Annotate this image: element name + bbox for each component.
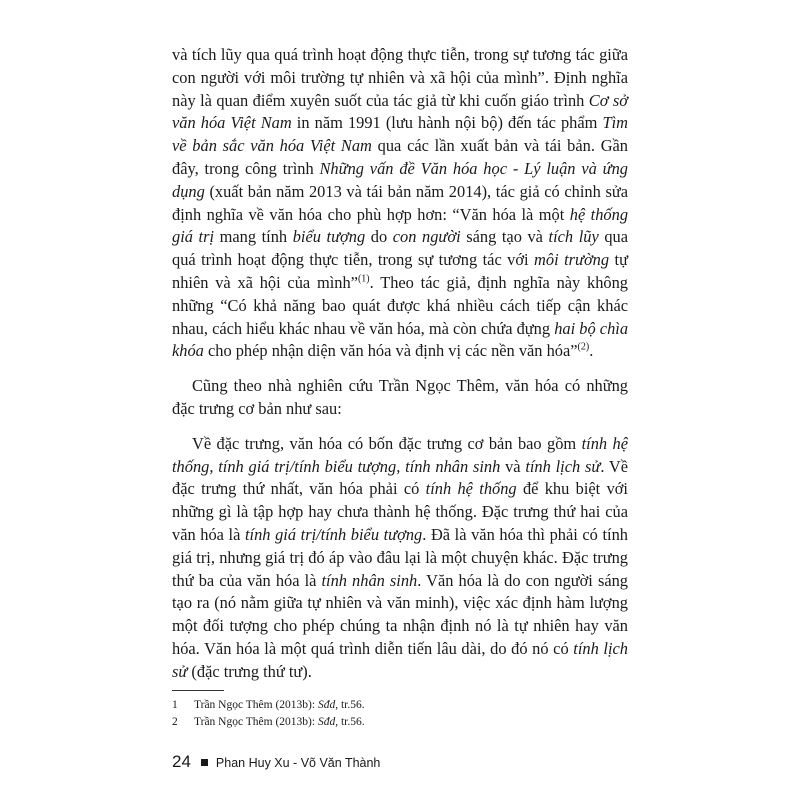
running-footer-authors: Phan Huy Xu - Võ Văn Thành: [215, 756, 381, 770]
footnotes: [172, 697, 628, 731]
paragraph-definition: và tích lũy qua quá trình hoạt động thực tiễn, trong sự tương tác giữa con người với môi trường tự nhiên và xã hội của mình”. Định nghĩa này là quan điểm xuyên suốt của tác giả từ khi cuốn giáo trình Cơ sở văn hóa Việt Nam in năm 1991 (lưu hành nội bộ) đến tác phẩm Tìm về bản sắc văn hóa Việt Nam qua các lần xuất bản và tái bản. Gần đây, trong công trình Những vấn đề Văn hóa học - Lý luận và ứng dụng (xuất bản năm 2013 và tái bản năm 2014), tác giả có chỉnh sửa định nghĩa về văn hóa cho phù hợp hơn: “Văn hóa là một hệ thống giá trị mang tính biểu tượng do con người sáng tạo và tích lũy qua quá trình hoạt động thực tiễn, trong sự tương tác với môi trường tự nhiên và xã hội của mình”$^{(1)}$. Theo tác giả, định nghĩa này không những “Có khả năng bao quát được khá nhiều cách tiếp cận khác nhau, cách hiểu khác nhau về văn hóa, mà còn chứa đựng hai bộ chìa khóa cho phép nhận diện văn hóa và định vị các nền văn hóa”$^{(2)}$.: [172, 45, 629, 361]
page-number: 24: [172, 752, 191, 771]
page-footer: [172, 752, 380, 772]
footnote-divider: [172, 690, 224, 691]
footnote-ref-2[interactable]: (2): [577, 341, 590, 353]
footnote-ref-1[interactable]: (1): [357, 273, 370, 285]
square-bullet-icon: [201, 759, 208, 766]
body-text: [172, 44, 628, 684]
paragraph-intro: Cũng theo nhà nghiên cứu Trần Ngọc Thêm, văn hóa có những đặc trưng cơ bản như sau:: [172, 376, 628, 418]
footnote-1: 1 Trần Ngọc Thêm (2013b): Sđd, tr.56.: [172, 699, 365, 711]
footnote-2: 2 Trần Ngọc Thêm (2013b): Sđd, tr.56.: [172, 716, 365, 728]
paragraph-characteristics: Về đặc trưng, văn hóa có bốn đặc trưng cơ bản bao gồm tính hệ thống, tính giá trị/tính biểu tượng, tính nhân sinh và tính lịch sử. Về đặc trưng thứ nhất, văn hóa phải có tính hệ thống để khu biệt với những gì là tập hợp hay chưa thành hệ thống. Đặc trưng thứ hai của văn hóa là tính giá trị/tính biểu tượng. Đã là văn hóa thì phải có tính giá trị, nhưng giá trị đó áp vào đâu lại là một chuyện khác. Đặc trưng thứ ba của văn hóa là tính nhân sinh. Văn hóa là do con người sáng tạo ra (nó nằm giữa tự nhiên và văn minh), việc xác định hàm lượng một đối tượng cho phép chúng ta nhận định nó là tự nhiên hay văn hóa. Văn hóa là một quá trình diễn tiến lâu dài, do đó nó có tính lịch sử (đặc trưng thứ tư).: [172, 433, 629, 681]
